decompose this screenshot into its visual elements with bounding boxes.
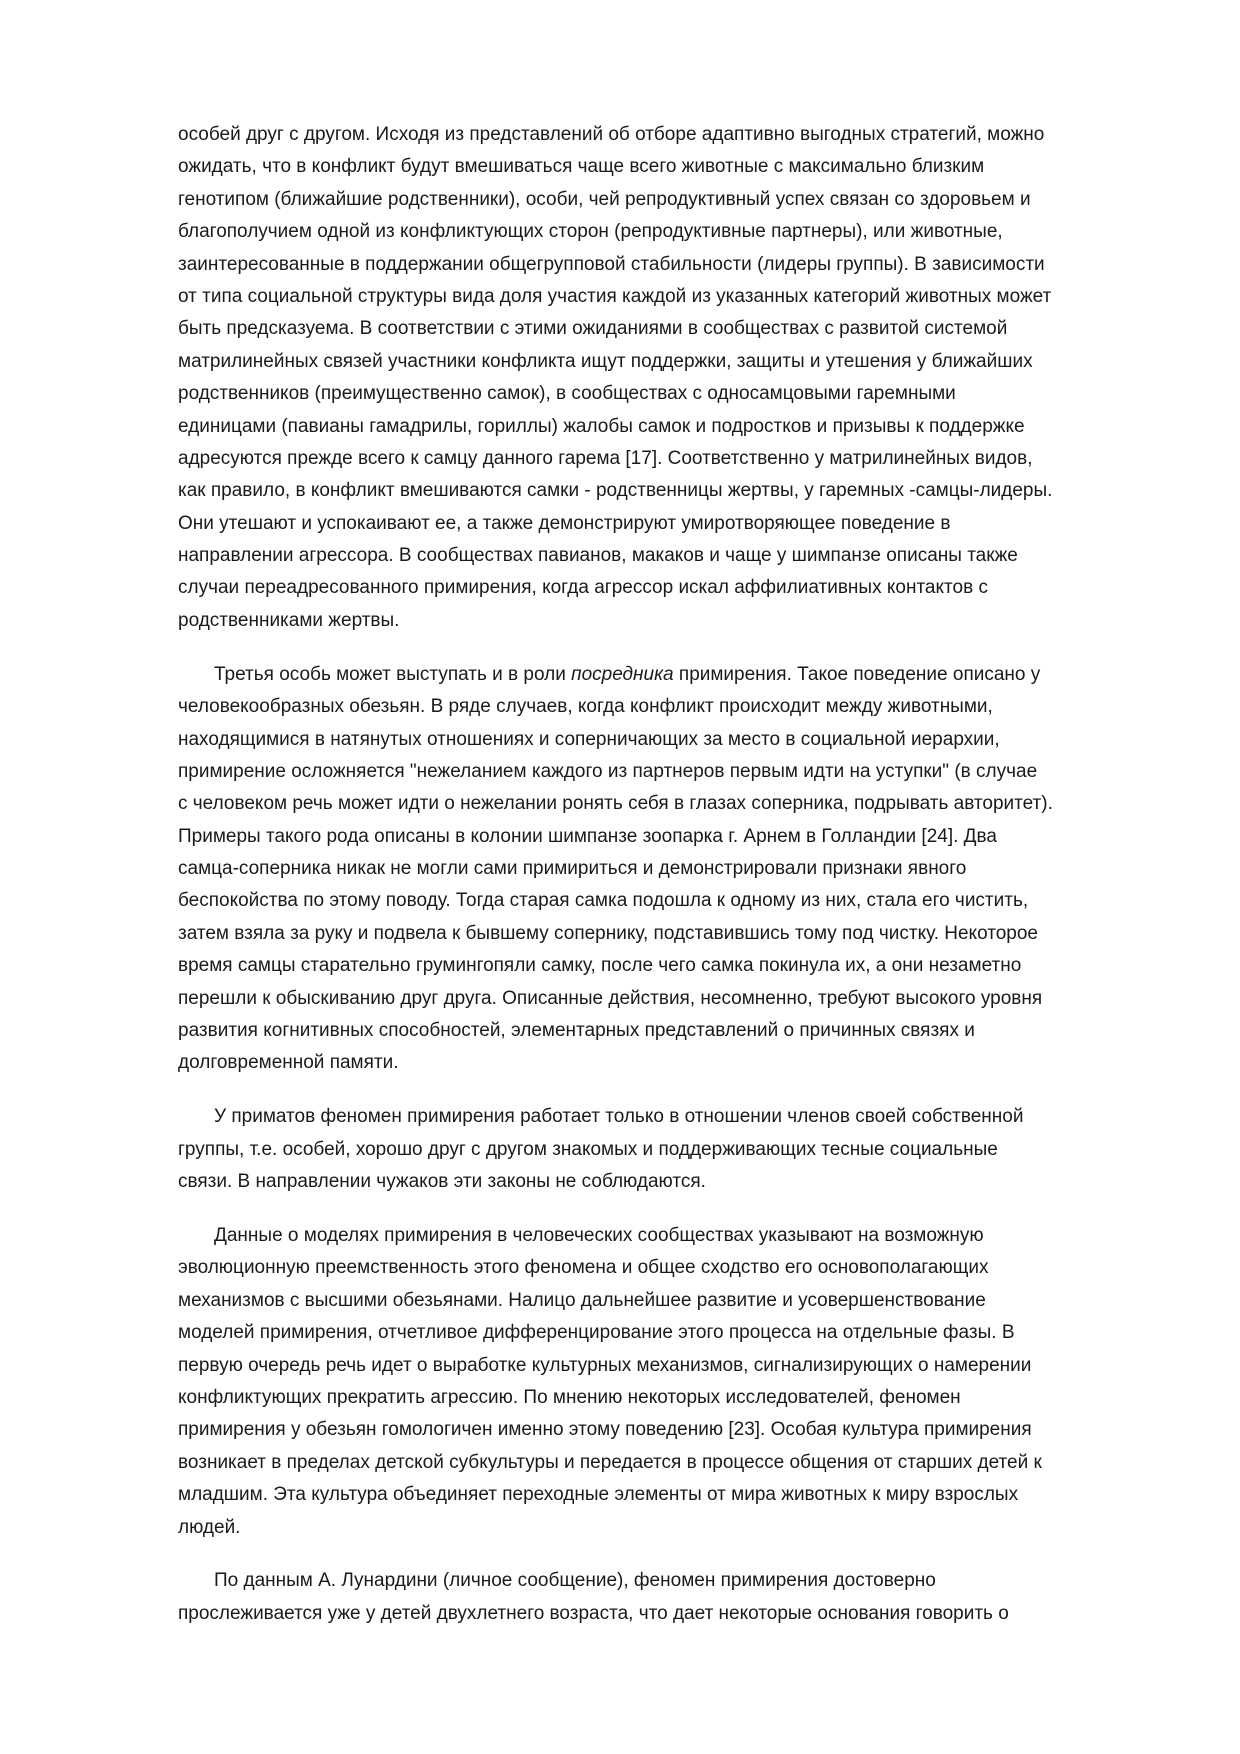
text-line: примирение осложняется "нежеланием каждого из партнеров первым идти на уступки" (в случае bbox=[178, 760, 1038, 782]
paragraph bbox=[178, 1220, 1168, 1544]
text-line: развития когнитивных способностей, элементарных представлений о причинных связях и bbox=[178, 1020, 975, 1042]
text-line: заинтересованные в поддержании общегрупповой стабильности (лидеры группы). В зависимости bbox=[178, 253, 1045, 275]
text-line: младшим. Эта культура объединяет переходные элементы от мира животных к миру взрослых bbox=[178, 1484, 1019, 1506]
text-line: затем взяла за руку и подвела к бывшему сопернику, подставившись тому под чистку. Некоторое bbox=[178, 922, 1038, 944]
text-line bbox=[178, 659, 1168, 691]
text-line: прослеживается уже у детей двухлетнего возраста, что дает некоторые основания говорить о bbox=[178, 1602, 1009, 1624]
text-line: как правило, в конфликт вмешиваются самки - родственницы жертвы, у гаремных -самцы-лидеры. bbox=[178, 480, 1053, 502]
text-segment: примирения. Такое поведение описано у bbox=[673, 663, 1041, 685]
text-line: конфликтующих прекратить агрессию. По мнению некоторых исследователей, феномен bbox=[178, 1386, 961, 1408]
text-line: адресуются прежде всего к самцу данного гарема [17]. Соответственно у матрилинейных видов, bbox=[178, 447, 1033, 469]
paragraph bbox=[178, 1565, 1168, 1630]
text-line: По данным А. Лунардини (личное сообщение), феномен примирения достоверно bbox=[214, 1570, 936, 1592]
text-line: самца-соперника никак не могли сами примириться и демонстрировали признаки явного bbox=[178, 858, 967, 880]
text-line: ожидать, что в конфликт будут вмешиваться чаще всего животные с максимально близким bbox=[178, 156, 985, 178]
text-line: У приматов феномен примирения работает только в отношении членов своей собственной bbox=[214, 1106, 1024, 1128]
text-line: механизмов с высшими обезьянами. Налицо дальнейшее развитие и усовершенствование bbox=[178, 1289, 986, 1311]
text-line: благополучием одной из конфликтующих сторон (репродуктивные партнеры), или животные, bbox=[178, 221, 1003, 243]
document-page bbox=[178, 119, 1168, 1652]
text-line: Они утешают и успокаивают ее, а также демонстрируют умиротворяющее поведение в bbox=[178, 512, 951, 534]
text-line: особей друг с другом. Исходя из представлений об отборе адаптивно выгодных стратегий, можно bbox=[178, 124, 1045, 145]
text-line: примирения у обезьян гомологичен именно этому поведению [23]. Особая культура примирения bbox=[178, 1419, 1032, 1441]
text-line: перешли к обыскиванию друг друга. Описанные действия, несомненно, требуют высокого уровня bbox=[178, 987, 1043, 1009]
text-line: от типа социальной структуры вида доля участия каждой из указанных категорий животных может bbox=[178, 285, 1052, 307]
paragraph bbox=[178, 119, 1168, 637]
text-line: людей. bbox=[178, 1516, 241, 1538]
text-line: возникает в пределах детской субкультуры и передается в процессе общения от старших детей к bbox=[178, 1451, 1042, 1473]
text-line: долговременной памяти. bbox=[178, 1052, 399, 1074]
text-line: родственниками жертвы. bbox=[178, 609, 400, 631]
text-line: человекообразных обезьян. В ряде случаев, когда конфликт происходит между животными, bbox=[178, 696, 993, 718]
text-line: родственников (преимущественно самок), в сообществах с односамцовыми гаремными bbox=[178, 383, 956, 405]
text-line: связи. В направлении чужаков эти законы не соблюдаются. bbox=[178, 1171, 706, 1193]
text-line: моделей примирения, отчетливое дифференцирование этого процесса на отдельные фазы. В bbox=[178, 1322, 1015, 1344]
paragraph bbox=[178, 659, 1168, 1080]
paragraph bbox=[178, 1101, 1168, 1198]
text-line: находящимися в натянутых отношениях и соперничающих за место в социальной иерархии, bbox=[178, 728, 1000, 750]
italic-term: посредника bbox=[571, 663, 674, 685]
text-line: первую очередь речь идет о выработке культурных механизмов, сигнализирующих о намерении bbox=[178, 1354, 1032, 1376]
text-line: генотипом (ближайшие родственники), особи, чей репродуктивный успех связан со здоровьем и bbox=[178, 188, 1031, 210]
text-line: Данные о моделях примирения в человеческих сообществах указывают на возможную bbox=[214, 1225, 984, 1246]
text-line: время самцы старательно грумингопяли самку, после чего самка покинула их, а они незаметно bbox=[178, 955, 1022, 977]
text-line: быть предсказуема. В соответствии с этими ожиданиями в сообществах с развитой системой bbox=[178, 318, 1008, 340]
text-line: матрилинейных связей участники конфликта ищут поддержки, защиты и утешения у ближайших bbox=[178, 350, 1033, 372]
text-line: направлении агрессора. В сообществах павианов, макаков и чаще у шимпанзе описаны также bbox=[178, 545, 1018, 567]
text-line: эволюционную преемственность этого феномена и общее сходство его основополагающих bbox=[178, 1257, 989, 1279]
text-line: случаи переадресованного примирения, когда агрессор искал аффилиативных контактов с bbox=[178, 577, 988, 599]
text-line: единицами (павианы гамадрилы, гориллы) жалобы самок и подростков и призывы к поддержке bbox=[178, 415, 1025, 437]
text-line: Примеры такого рода описаны в колонии шимпанзе зоопарка г. Арнем в Голландии [24]. Два bbox=[178, 825, 997, 847]
text-line: беспокойства по этому поводу. Тогда старая самка подошла к одному из них, стала его чистить, bbox=[178, 890, 1029, 912]
text-line: с человеком речь может идти о нежелании ронять себя в глазах соперника, подрывать авторитет). bbox=[178, 793, 1053, 815]
text-segment: Третья особь может выступать и в роли bbox=[214, 663, 572, 685]
text-line: группы, т.е. особей, хорошо друг с другом знакомых и поддерживающих тесные социальные bbox=[178, 1138, 998, 1160]
